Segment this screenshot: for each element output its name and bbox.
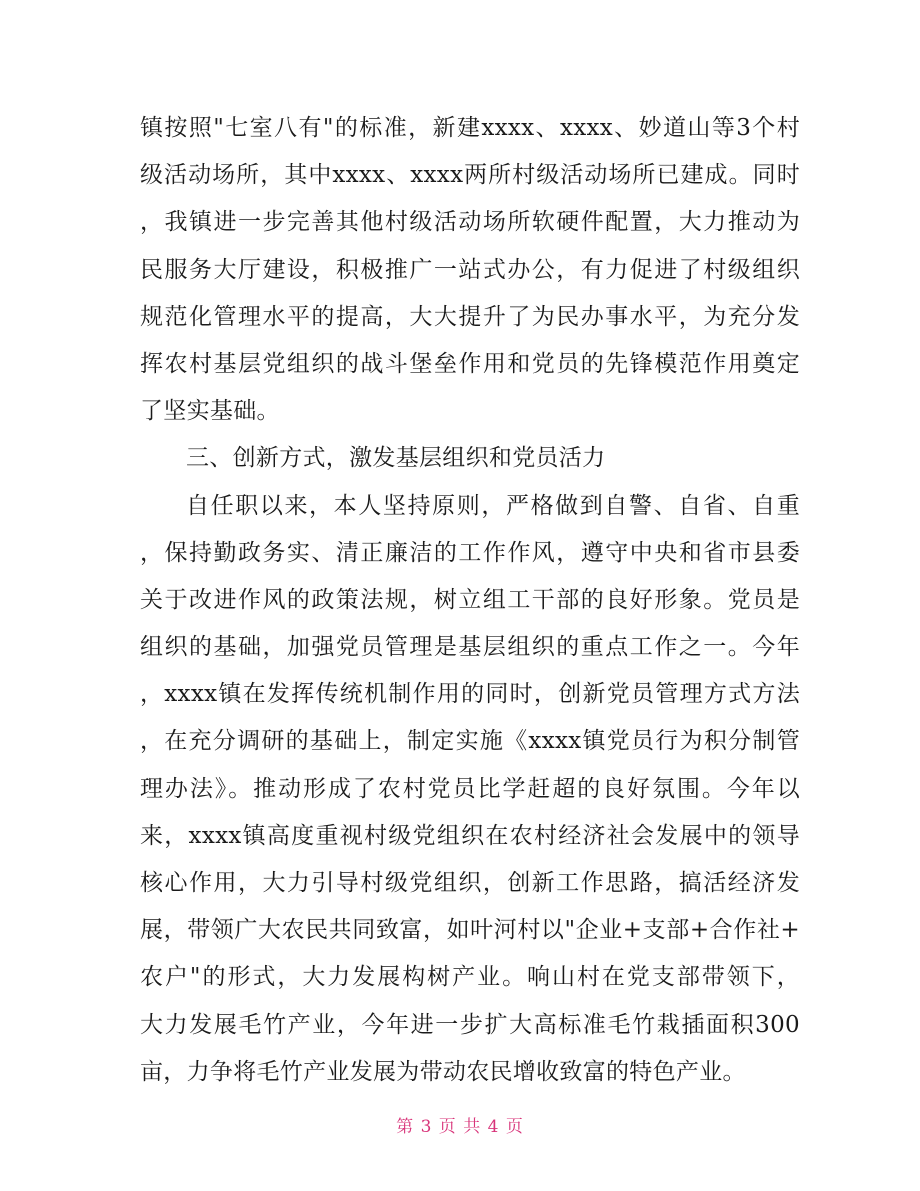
text-line: ，保持勤政务实、清正廉洁的工作作风，遵守中央和省市县委 — [140, 539, 800, 566]
text-line: 规范化管理水平的提高，大大提升了为民办事水平，为充分发 — [140, 303, 800, 330]
text-line: 大力发展毛竹产业，今年进一步扩大高标准毛竹栽插面积300 — [140, 1011, 800, 1038]
text-line: 民服务大厅建设，积极推广一站式办公，有力促进了村级组织 — [140, 256, 800, 283]
text-line: ，xxxx镇在发挥传统机制作用的同时，创新党员管理方式方法 — [140, 681, 800, 708]
text-line: 挥农村基层党组织的战斗堡垒作用和党员的先锋模范作用奠定 — [140, 350, 800, 377]
body-text — [140, 105, 800, 1096]
text-line: 核心作用，大力引导村级党组织，创新工作思路，搞活经济发 — [140, 870, 800, 896]
text-line: 关于改进作风的政策法规，树立组工干部的良好形象。党员是 — [140, 586, 800, 613]
text-line: 组织的基础，加强党员管理是基层组织的重点工作之一。今年 — [140, 634, 800, 661]
text-line: 来，xxxx镇高度重视村级党组织在农村经济社会发展中的领导 — [140, 822, 800, 849]
text-line: ，在充分调研的基础上，制定实施《xxxx镇党员行为积分制管 — [140, 728, 800, 755]
text-line: 级活动场所，其中xxxx、xxxx两所村级活动场所已建成。同时 — [140, 162, 800, 189]
text-line: 了坚实基础。 — [140, 398, 280, 425]
section-heading: 三、创新方式，激发基层组织和党员活力 — [186, 445, 606, 472]
text-line: 自任职以来，本人坚持原则，严格做到自警、自省、自重 — [186, 492, 800, 519]
text-line: 农户"的形式，大力发展构树产业。响山村在党支部带领下， — [140, 964, 800, 991]
text-line: 展，带领广大农民共同致富，如叶河村以"企业+支部+合作社+ — [140, 917, 800, 944]
text-line: 亩，力争将毛竹产业发展为带动农民增收致富的特色产业。 — [140, 1058, 746, 1085]
text-line: 理办法》。推动形成了农村党员比学赶超的良好氛围。今年以 — [140, 775, 800, 802]
page-number-footer: 第 3 页 共 4 页 — [396, 1117, 524, 1137]
text-line: ，我镇进一步完善其他村级活动场所软硬件配置，大力推动为 — [140, 209, 800, 236]
text-line: 镇按照"七室八有"的标准，新建xxxx、xxxx、妙道山等3个村 — [140, 115, 800, 141]
